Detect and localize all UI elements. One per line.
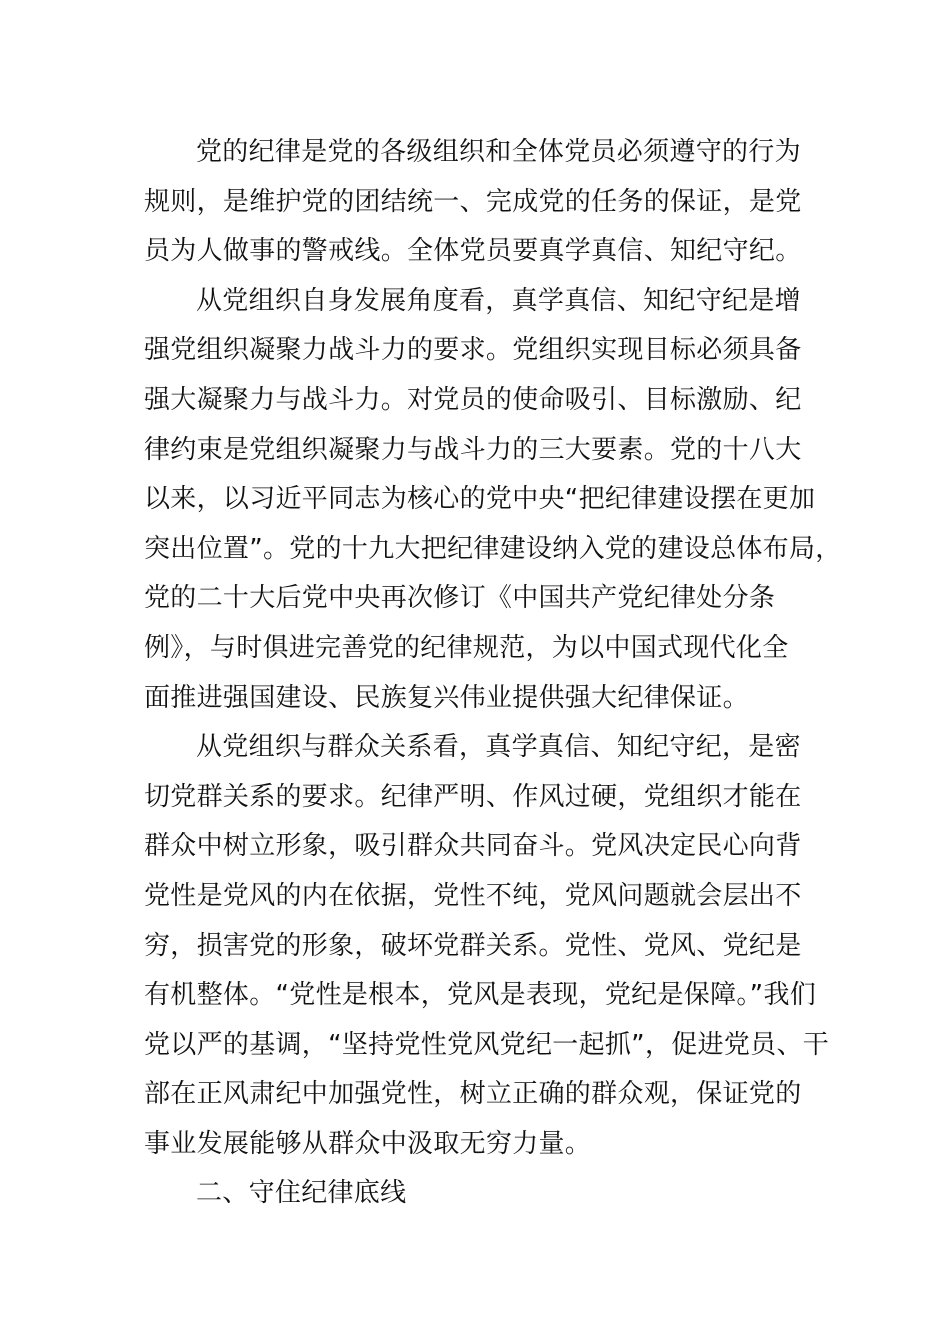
paragraph-line: 以来，以习近平同志为核心的党中央“把纪律建设摆在更加 xyxy=(144,484,816,515)
paragraph-line: 强大凝聚力与战斗力。对党员的使命吸引、目标激励、纪 xyxy=(144,384,802,415)
paragraph-line: 律约束是党组织凝聚力与战斗力的三大要素。党的十八大 xyxy=(144,434,802,465)
paragraph-line: 穷，损害党的形象，破坏党群关系。党性、党风、党纪是 xyxy=(144,930,802,961)
paragraph-line: 部在正风肃纪中加强党性，树立正确的群众观，保证党的 xyxy=(144,1079,802,1110)
paragraph-line: 突出位置”。党的十九大把纪律建设纳入党的建设总体布局， xyxy=(144,533,842,564)
paragraph-line: 从党组织自身发展角度看，真学真信、知纪守纪是增 xyxy=(196,285,801,316)
paragraph-line: 从党组织与群众关系看，真学真信、知纪守纪，是密 xyxy=(196,732,801,763)
paragraph-line: 规则，是维护党的团结统一、完成党的任务的保证，是党 xyxy=(144,186,802,217)
paragraph-line: 事业发展能够从群众中汲取无穷力量。 xyxy=(144,1128,592,1159)
paragraph-line: 切党群关系的要求。纪律严明、作风过硬，党组织才能在 xyxy=(144,781,802,812)
paragraph-line: 党性是党风的内在依据，党性不纯，党风问题就会层出不 xyxy=(144,880,802,911)
document-body xyxy=(144,128,844,1219)
paragraph-line: 例》，与时俱进完善党的纪律规范，为以中国式现代化全 xyxy=(144,632,789,663)
paragraph-line: 群众中树立形象，吸引群众共同奋斗。党风决定民心向背 xyxy=(144,831,802,862)
paragraph-line: 党的二十大后党中央再次修订《中国共产党纪律处分条 xyxy=(144,583,776,614)
paragraph-1 xyxy=(144,128,844,277)
paragraph-line: 强党组织凝聚力战斗力的要求。党组织实现目标必须具备 xyxy=(144,335,802,366)
paragraph-line: 面推进强国建设、民族复兴伟业提供强大纪律保证。 xyxy=(144,682,749,713)
paragraph-line: 有机整体。“党性是根本，党风是表现，党纪是保障。”我们 xyxy=(144,980,817,1011)
section-heading: 二、守住纪律底线 xyxy=(196,1178,407,1209)
paragraph-3 xyxy=(144,723,844,1169)
paragraph-line: 党以严的基调，“坚持党性党风党纪一起抓”，促进党员、干 xyxy=(144,1029,830,1060)
paragraph-2 xyxy=(144,277,844,723)
paragraph-line: 党的纪律是党的各级组织和全体党员必须遵守的行为 xyxy=(196,137,801,167)
paragraph-line: 员为人做事的警戒线。全体党员要真学真信、知纪守纪。 xyxy=(144,236,802,267)
